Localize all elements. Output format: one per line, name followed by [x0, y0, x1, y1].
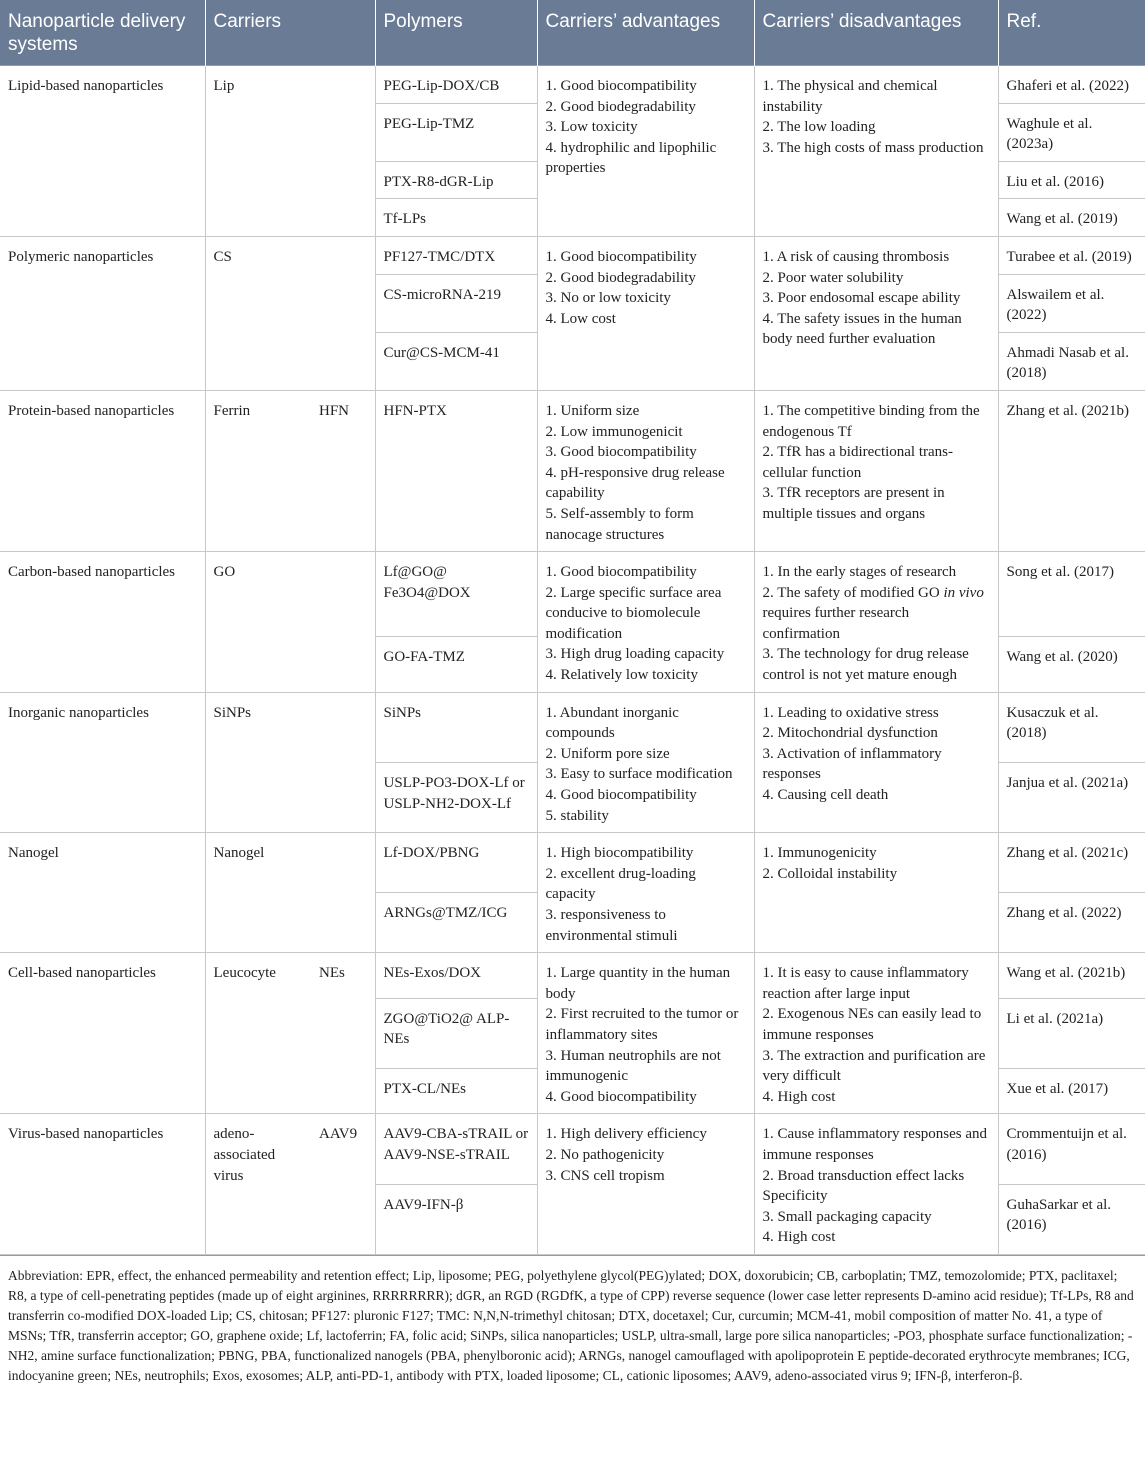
system-cell: Virus-based nanoparticles [0, 1114, 205, 1255]
table-row [0, 236, 1145, 274]
polymer-cell: AAV9-CBA-sTRAIL or AAV9-NSE-sTRAIL [375, 1114, 537, 1184]
carrier-cell: Lip [205, 66, 375, 237]
polymer-cell: Lf-DOX/PBNG [375, 833, 537, 893]
ref-cell: Liu et al. (2016) [998, 161, 1145, 199]
table-row [0, 66, 1145, 104]
carrier-cell: Leucocyte [205, 953, 311, 1114]
ref-cell: Turabee et al. (2019) [998, 236, 1145, 274]
ref-cell: GuhaSarkar et al. (2016) [998, 1184, 1145, 1254]
polymer-cell: PTX-CL/NEs [375, 1068, 537, 1113]
header-advantages: Carriers’ advantages [537, 0, 754, 66]
ref-cell: Zhang et al. (2021c) [998, 833, 1145, 893]
header-ref: Ref. [998, 0, 1145, 66]
ref-cell: Kusaczuk et al. (2018) [998, 692, 1145, 762]
system-cell: Inorganic nanoparticles [0, 692, 205, 833]
ref-cell: Zhang et al. (2021b) [998, 390, 1145, 551]
polymer-cell: Lf@GO@ Fe3O4@DOX [375, 552, 537, 637]
table-row [0, 552, 1145, 637]
header-polymers: Polymers [375, 0, 537, 66]
system-cell: Nanogel [0, 833, 205, 953]
ref-cell: Li et al. (2021a) [998, 998, 1145, 1068]
system-cell: Carbon-based nanoparticles [0, 552, 205, 693]
advantages-cell: 1. Abundant inorganic compounds 2. Uniform pore size 3. Easy to surface modification 4. Good biocompatibility 5. stability [537, 692, 754, 833]
polymer-cell: Tf-LPs [375, 199, 537, 237]
table-row [0, 833, 1145, 893]
header-disadvantages: Carriers’ disadvantages [754, 0, 998, 66]
polymer-cell: AAV9-IFN-β [375, 1184, 537, 1254]
header-row [0, 0, 1145, 66]
advantages-cell: 1. Good biocompatibility 2. Good biodegradability 3. No or low toxicity 4. Low cost [537, 236, 754, 390]
polymer-cell: SiNPs [375, 692, 537, 762]
polymer-cell: HFN-PTX [375, 390, 537, 551]
carrier-cell: CS [205, 236, 375, 390]
carrier-subtype-cell: NEs [311, 953, 375, 1114]
ref-cell: Wang et al. (2020) [998, 637, 1145, 692]
carrier-subtype-cell: AAV9 [311, 1114, 375, 1255]
advantages-cell: 1. Good biocompatibility 2. Large specific surface area conducive to biomolecule modification 3. High drug loading capacity 4. Relatively low toxicity [537, 552, 754, 693]
disadvantages-cell: 1. It is easy to cause inflammatory reaction after large input 2. Exogenous NEs can easily lead to immune responses 3. The extraction and purification are very difficult 4. High cost [754, 953, 998, 1114]
advantages-cell: 1. Uniform size 2. Low immunogenicit 3. Good biocompatibility 4. pH-responsive drug release capability 5. Self-assembly to form nanocage structures [537, 390, 754, 551]
polymer-cell: Cur@CS-MCM-41 [375, 332, 537, 390]
polymer-cell: PEG-Lip-DOX/CB [375, 66, 537, 104]
ref-cell: Janjua et al. (2021a) [998, 762, 1145, 832]
disadvantages-cell: 1. A risk of causing thrombosis 2. Poor water solubility 3. Poor endosomal escape ability 4. The safety issues in the human body need further evaluation [754, 236, 998, 390]
advantages-cell: 1. High biocompatibility 2. excellent drug-loading capacity 3. responsiveness to environmental stimuli [537, 833, 754, 953]
polymer-cell: PTX-R8-dGR-Lip [375, 161, 537, 199]
system-cell: Protein-based nanoparticles [0, 390, 205, 551]
polymer-cell: PF127-TMC/DTX [375, 236, 537, 274]
ref-cell: Wang et al. (2019) [998, 199, 1145, 237]
system-cell: Cell-based nanoparticles [0, 953, 205, 1114]
ref-cell: Ghaferi et al. (2022) [998, 66, 1145, 104]
ref-cell: Alswailem et al. (2022) [998, 274, 1145, 332]
carrier-cell: adeno-associated virus [205, 1114, 311, 1255]
ref-cell: Xue et al. (2017) [998, 1068, 1145, 1113]
carrier-cell: Ferrin [205, 390, 311, 551]
table-row [0, 390, 1145, 551]
carrier-cell: SiNPs [205, 692, 375, 833]
abbreviation-footnote [0, 1255, 1145, 1386]
polymer-cell: ZGO@TiO2@ ALP-NEs [375, 998, 537, 1068]
footnote-text: Abbreviation: EPR, effect, the enhanced permeability and retention effect; Lip, liposome; PEG, polyethylene glycol(PEG)ylated; DOX, doxorubicin; CB, carboplatin; TMZ, temozolomide; PTX, paclitaxel; R8, a type of cell-penetrating peptides (made up of eight arginines, RRRRRRRR); dGR, an RGD (RGDfK, a type of CPP) reverse sequence (lower case letter represents D-amino acid residue); Tf-LPs, R8 and transferrin co-modified DOX-loaded Lip; CS, chitosan; PF127: pluronic F127; TMC: N,N,N-trimethyl chitosan; DTX, docetaxel; Cur, curcumin; MCM-41, mobil composition of matter No. 41, a type of MSNs; TfR, transferrin acceptor; GO, graphene oxide; Lf, lactoferrin; FA, folic acid; SiNPs, silica nanoparticles; USLP, ultra-small, large pore silica nanoparticles; -PO3, phosphate surface functionalization; -NH2, amine surface functionalization; PBNG, PBA, functionalized nanogels (PBA, phenylboronic acid); ARNGs, nanogel camouflaged with apolipoprotein E peptide-decorated erythrocyte membranes; ICG, indocyanine green; NEs, neutrophils; Exos, exosomes; ALP, anti-PD-1, antibody with PTX, loaded liposome; CL, cationic liposomes; AAV9, adeno-associated virus 9; IFN-β, interferon-β. [8, 1267, 1134, 1383]
disadvantages-cell: 1. The competitive binding from the endogenous Tf 2. TfR has a bidirectional trans-cellular function 3. TfR receptors are present in multiple tissues and organs [754, 390, 998, 551]
polymer-cell: ARNGs@TMZ/ICG [375, 893, 537, 953]
polymer-cell: CS-microRNA-219 [375, 274, 537, 332]
carrier-cell: Nanogel [205, 833, 375, 953]
ref-cell: Song et al. (2017) [998, 552, 1145, 637]
ref-cell: Zhang et al. (2022) [998, 893, 1145, 953]
ref-cell: Waghule et al. (2023a) [998, 103, 1145, 161]
header-systems: Nanoparticle delivery systems [0, 0, 205, 66]
table-row [0, 692, 1145, 762]
system-cell: Polymeric nanoparticles [0, 236, 205, 390]
polymer-cell: USLP-PO3-DOX-Lf or USLP-NH2-DOX-Lf [375, 762, 537, 832]
disadvantages-cell: 1. Leading to oxidative stress 2. Mitochondrial dysfunction 3. Activation of inflammatory responses 4. Causing cell death [754, 692, 998, 833]
ref-cell: Ahmadi Nasab et al. (2018) [998, 332, 1145, 390]
disadvantages-cell: 1. Immunogenicity 2. Colloidal instability [754, 833, 998, 953]
advantages-cell: 1. High delivery efficiency 2. No pathogenicity 3. CNS cell tropism [537, 1114, 754, 1255]
advantages-cell: 1. Good biocompatibility 2. Good biodegradability 3. Low toxicity 4. hydrophilic and lipophilic properties [537, 66, 754, 237]
disadvantages-cell: 1. In the early stages of research 2. The safety of modified GO in vivo requires further research confirmation 3. The technology for drug release control is not yet mature enough [754, 552, 998, 693]
carrier-cell: GO [205, 552, 375, 693]
ref-cell: Wang et al. (2021b) [998, 953, 1145, 998]
advantages-cell: 1. Large quantity in the human body 2. First recruited to the tumor or inflammatory sites 3. Human neutrophils are not immunogenic 4. Good biocompatibility [537, 953, 754, 1114]
carrier-subtype-cell: HFN [311, 390, 375, 551]
header-carriers: Carriers [205, 0, 375, 66]
ref-cell: Crommentuijn et al. (2016) [998, 1114, 1145, 1184]
system-cell: Lipid-based nanoparticles [0, 66, 205, 237]
polymer-cell: NEs-Exos/DOX [375, 953, 537, 998]
polymer-cell: PEG-Lip-TMZ [375, 103, 537, 161]
table-row [0, 1114, 1145, 1184]
polymer-cell: GO-FA-TMZ [375, 637, 537, 692]
table-row [0, 953, 1145, 998]
disadvantages-cell: 1. The physical and chemical instability 2. The low loading 3. The high costs of mass production [754, 66, 998, 237]
disadvantages-cell: 1. Cause inflammatory responses and immune responses 2. Broad transduction effect lacks Specificity 3. Small packaging capacity 4. High cost [754, 1114, 998, 1255]
